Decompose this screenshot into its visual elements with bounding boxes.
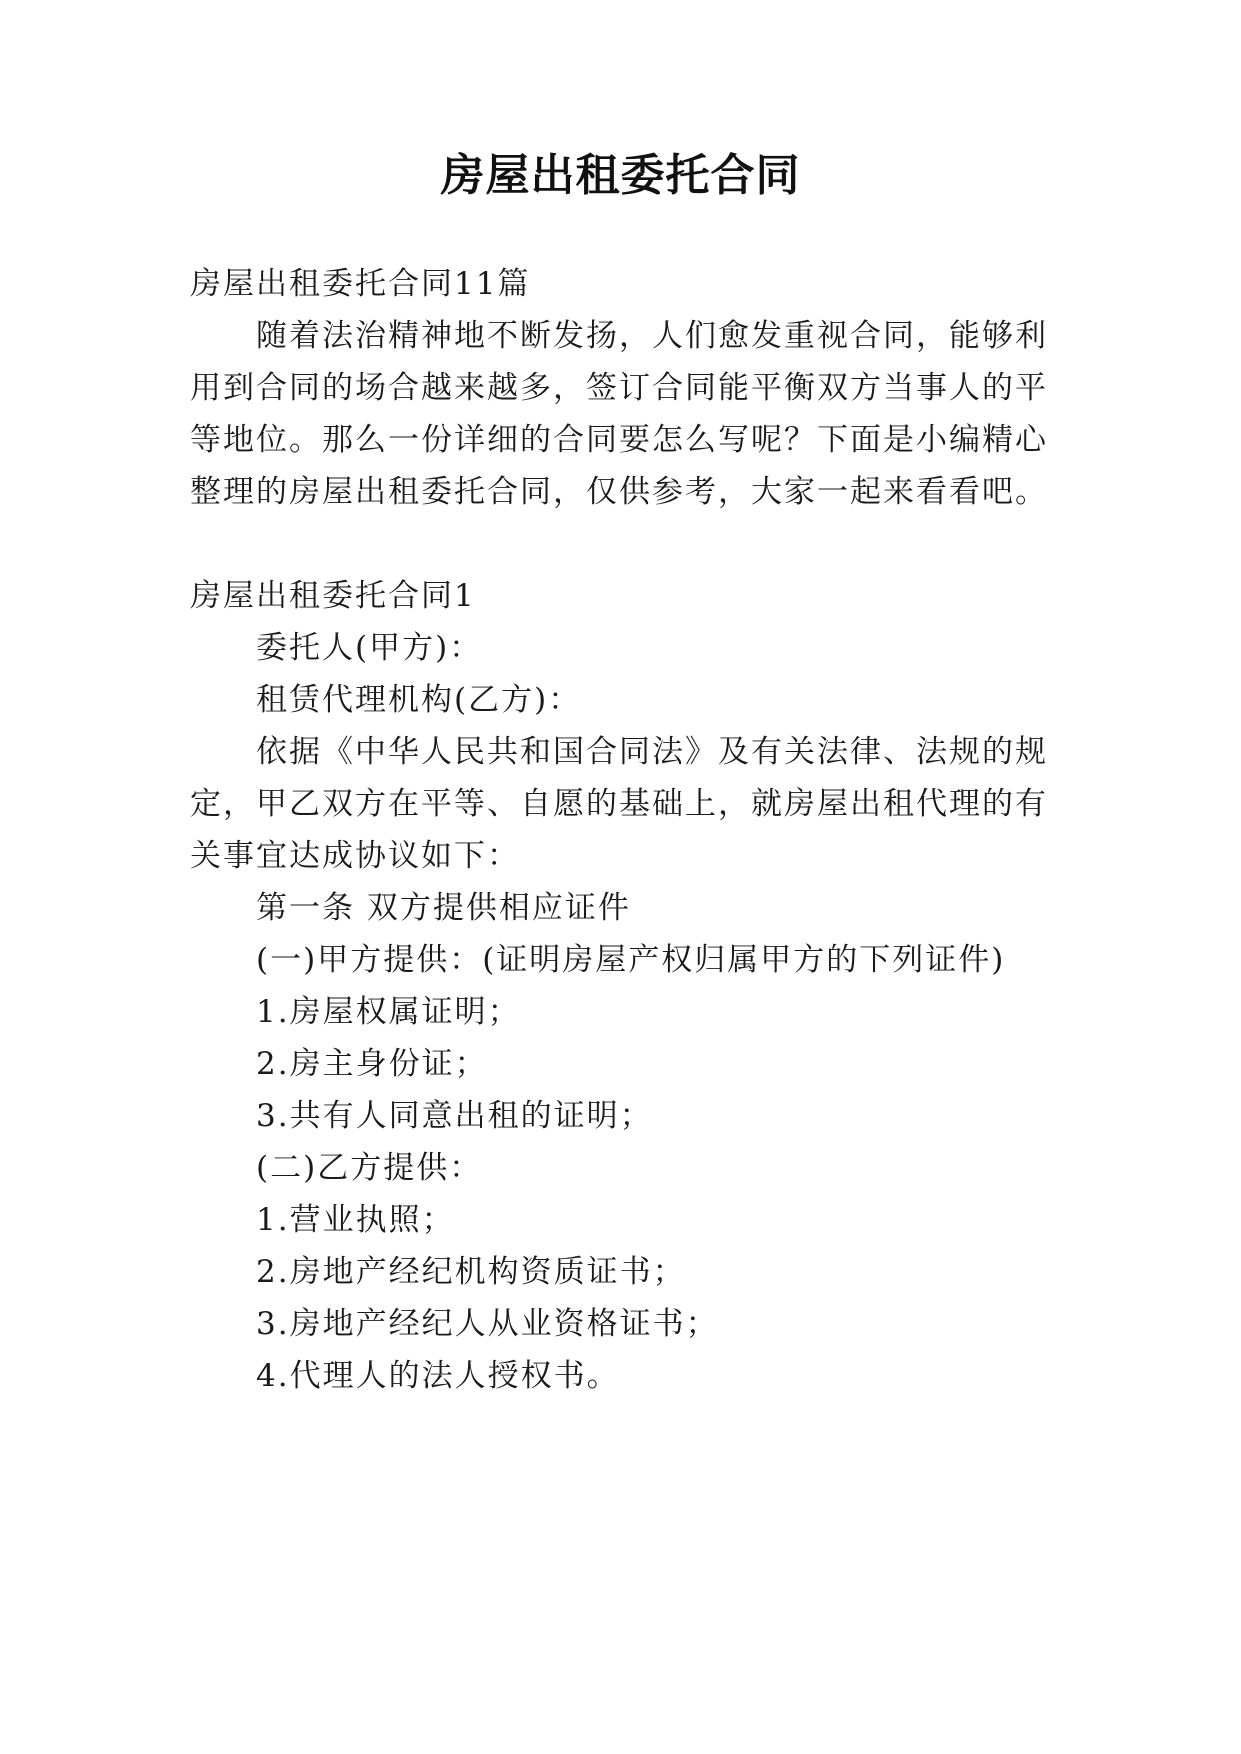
article-title: 第一条 双方提供相应证件 [256, 890, 631, 926]
intro-line: 等地位。那么一份详细的合同要怎么写呢？下面是小编精心 [190, 422, 1048, 458]
document-title: 房屋出租委托合同 [440, 150, 801, 201]
party-b-label: 租赁代理机构(乙方)： [256, 682, 582, 718]
document-subtitle: 房屋出租委托合同11篇 [190, 266, 531, 302]
party-a-provides: (一)甲方提供：(证明房屋产权归属甲方的下列证件) [256, 942, 1006, 978]
list-item: 1.营业执照； [256, 1202, 455, 1238]
list-item: 1.房屋权属证明； [256, 994, 521, 1030]
party-a-label: 委托人(甲方)： [256, 630, 483, 666]
list-item: 3.共有人同意出租的证明； [256, 1098, 653, 1134]
section-heading: 房屋出租委托合同1 [190, 578, 476, 614]
list-item: 3.房地产经纪人从业资格证书； [256, 1306, 719, 1342]
intro-line: 整理的房屋出租委托合同，仅供参考，大家一起来看看吧。 [190, 474, 1048, 510]
intro-line: 用到合同的场合越来越多，签订合同能平衡双方当事人的平 [190, 370, 1048, 406]
basis-line: 关事宜达成协议如下： [190, 838, 520, 874]
party-b-provides: (二)乙方提供： [256, 1150, 483, 1186]
list-item: 2.房地产经纪机构资质证书； [256, 1254, 686, 1290]
list-item: 2.房主身份证； [256, 1046, 488, 1082]
intro-line: 随着法治精神地不断发扬，人们愈发重视合同，能够利 [256, 318, 1048, 354]
basis-line: 定，甲乙双方在平等、自愿的基础上，就房屋出租代理的有 [190, 786, 1048, 822]
basis-line: 依据《中华人民共和国合同法》及有关法律、法规的规 [256, 734, 1048, 770]
list-item: 4.代理人的法人授权书。 [256, 1358, 620, 1394]
